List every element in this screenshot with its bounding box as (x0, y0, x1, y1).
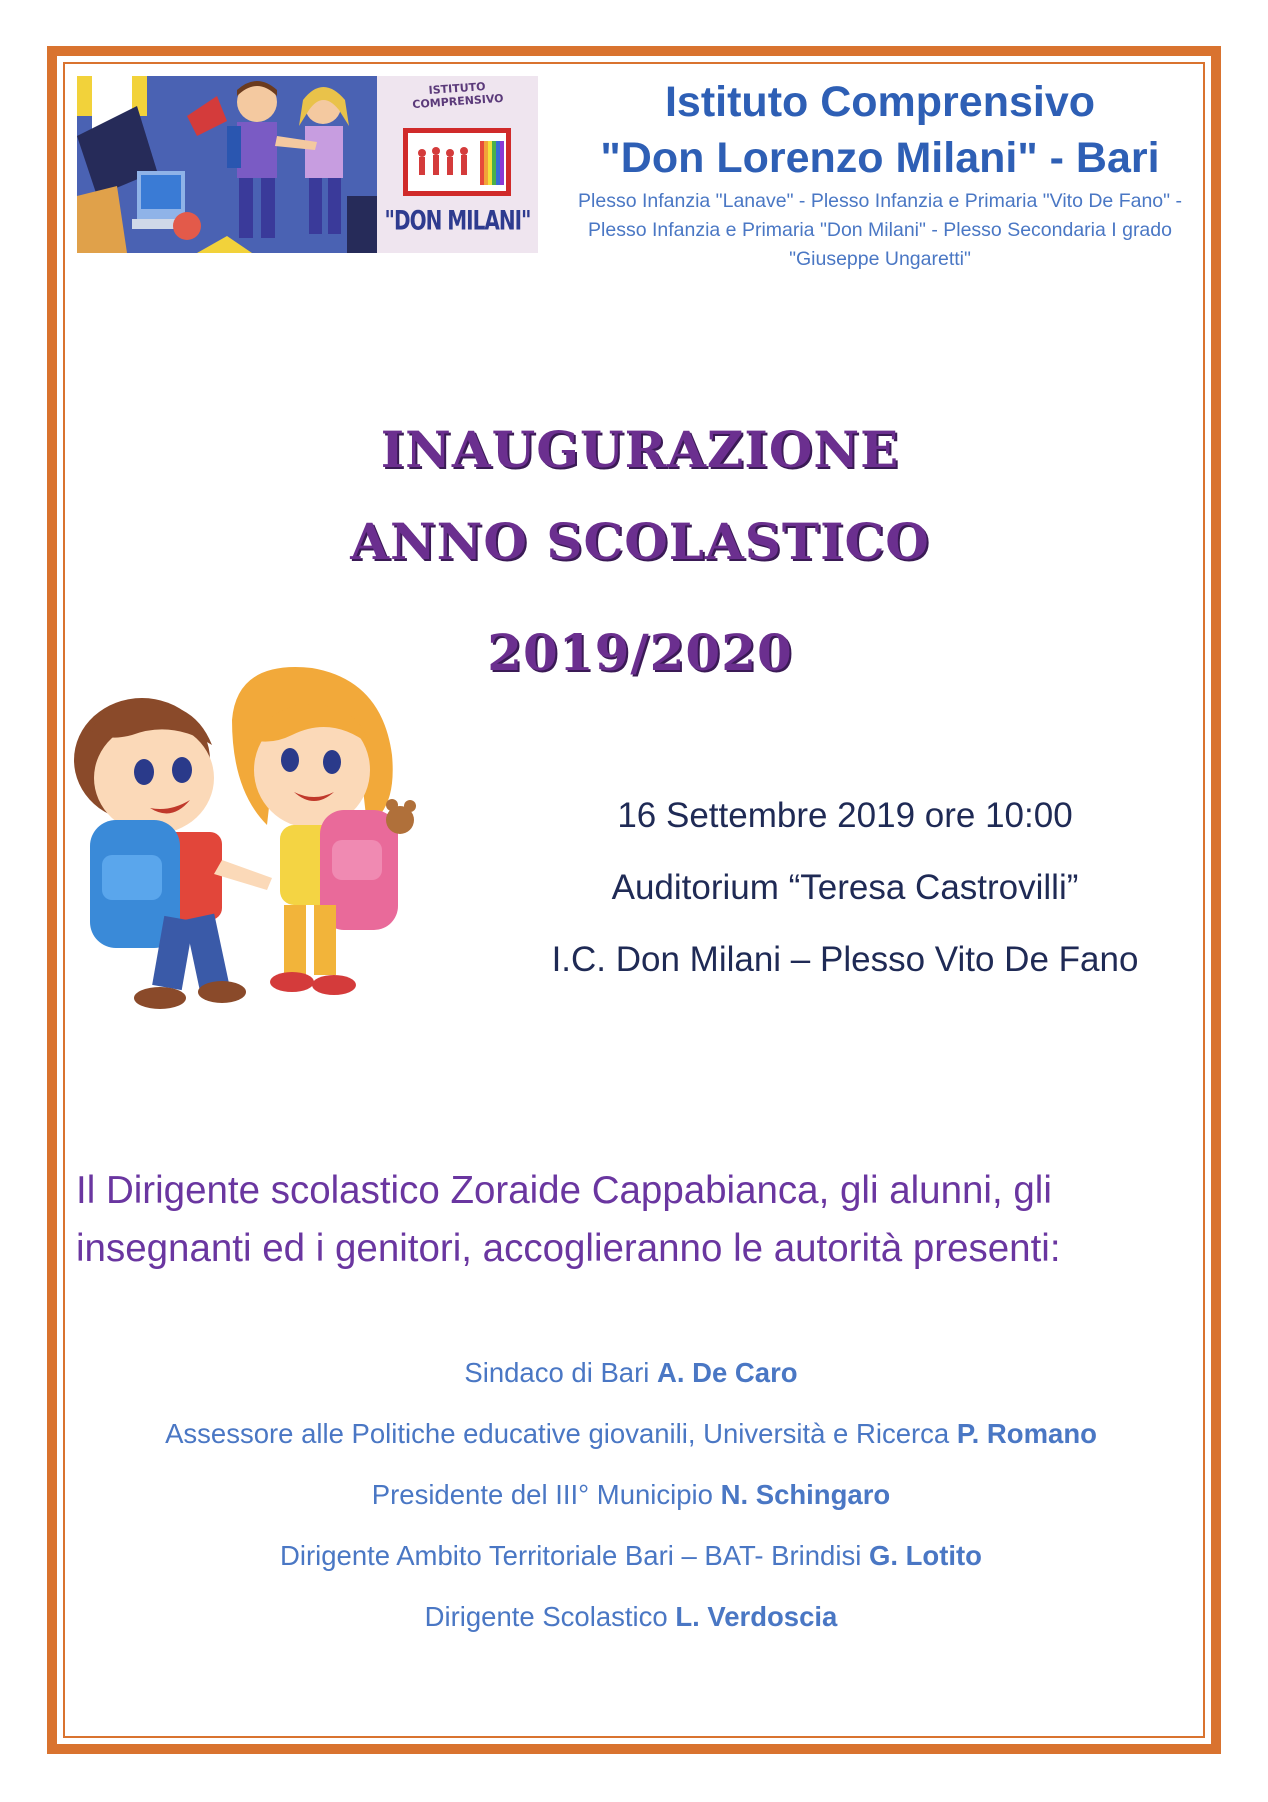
guest-item (76, 1413, 1186, 1474)
institute-name-line2: "Don Lorenzo Milani" - Bari (600, 134, 1160, 182)
guest-role: Sindaco di Bari (464, 1357, 657, 1388)
guest-item (76, 1596, 1186, 1657)
event-venue: Auditorium “Teresa Castrovilli” (611, 868, 1079, 907)
institute-branches: Plesso Infanzia "Lanave" - Plesso Infanzia e Primaria "Vito De Fano" - Plesso Infanzia e Primaria "Don Milani" - Plesso Secondaria I grado "Giuseppe Ungaretti" (578, 190, 1182, 270)
children-with-backpacks-illustration (62, 660, 422, 1030)
guest-name: A. De Caro (657, 1357, 798, 1388)
badge-poster-icon (403, 128, 511, 196)
guest-role: Presidente del III° Municipio (371, 1479, 721, 1510)
title-school-year: 2019/2020 (487, 623, 793, 682)
institute-name-line1: Istituto Comprensivo (664, 78, 1096, 126)
guest-item (76, 1474, 1186, 1535)
guest-name: N. Schingaro (720, 1479, 891, 1510)
school-badge (377, 76, 538, 253)
event-datetime: 16 Settembre 2019 ore 10:00 (617, 796, 1073, 835)
guest-name: L. Verdoscia (675, 1601, 838, 1632)
guest-name: P. Romano (956, 1418, 1097, 1449)
guest-item (76, 1352, 1186, 1413)
guest-item (76, 1535, 1186, 1596)
title-anno-scolastico: ANNO SCOLASTICO (350, 512, 930, 571)
invitation-paragraph: Il Dirigente scolastico Zoraide Cappabianca, gli alunni, gli insegnanti ed i genitori, accoglieranno le autorità presenti: (76, 1169, 1061, 1270)
guest-list (76, 1352, 1186, 1657)
children-mural-illustration (77, 76, 377, 253)
guest-name: G. Lotito (868, 1540, 982, 1571)
badge-name: "DON MILANI" (384, 203, 531, 237)
guest-role: Assessore alle Politiche educative giovanili, Università e Ricerca (165, 1418, 957, 1449)
event-location: I.C. Don Milani – Plesso Vito De Fano (551, 940, 1139, 979)
title-inaugurazione: INAUGURAZIONE (380, 420, 900, 479)
badge-title: ISTITUTO COMPRENSIVO (411, 80, 504, 112)
school-logo-icon (77, 76, 538, 253)
guest-role: Dirigente Scolastico (424, 1601, 676, 1632)
guest-role: Dirigente Ambito Territoriale Bari – BAT- Brindisi (280, 1540, 869, 1571)
